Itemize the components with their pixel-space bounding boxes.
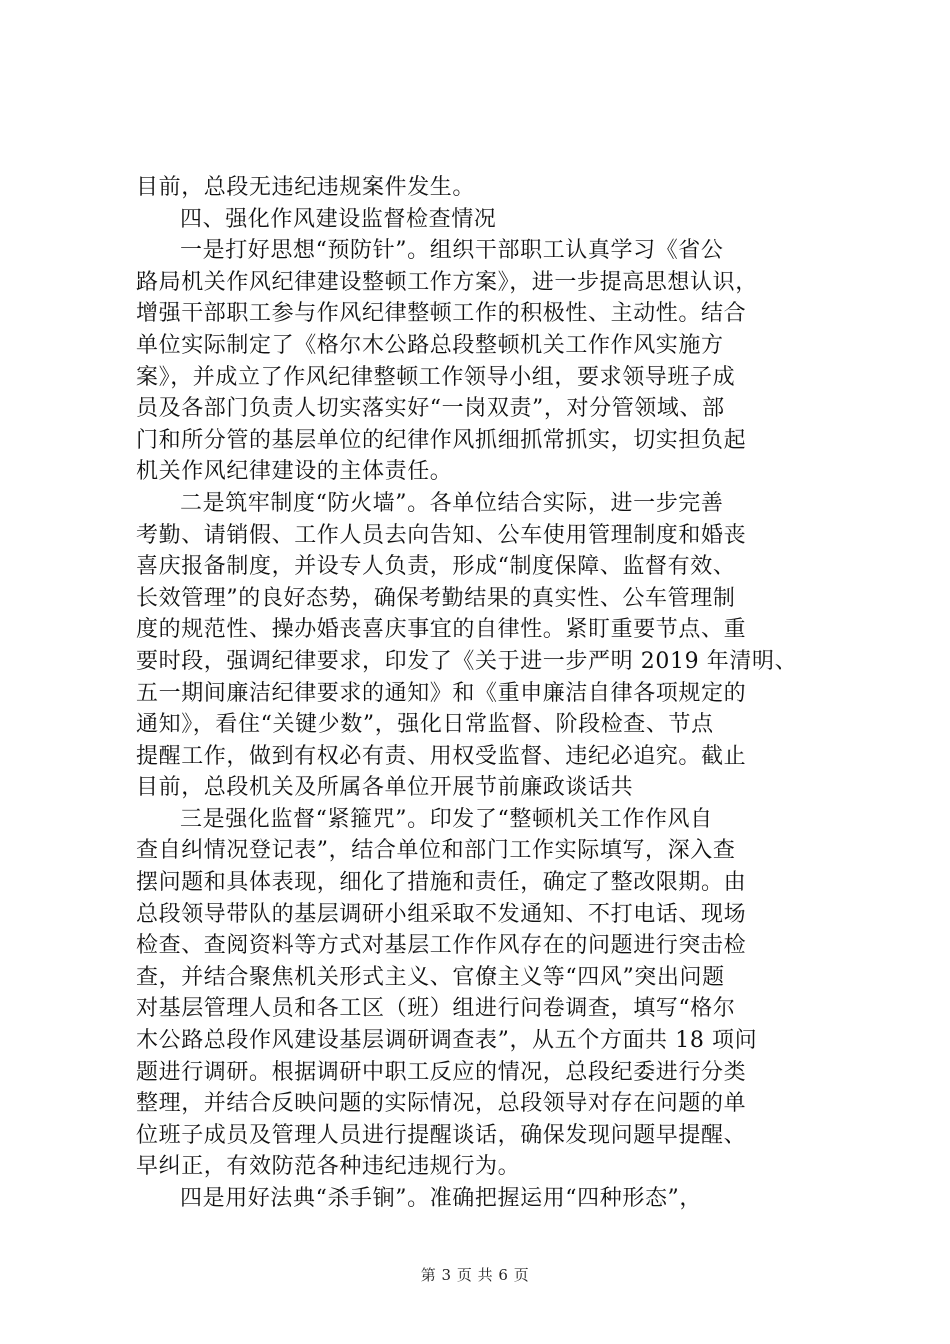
text-line: 度的规范性、操办婚丧喜庆事宜的自律性。紧盯重要节点、重 [136, 617, 747, 643]
text-line: 一是打好思想“预防针”。组织干部职工认真学习《省公 [180, 238, 724, 264]
text-line: 四是用好法典“杀手锏”。准确把握运用“四种形态”， [180, 1186, 702, 1211]
text-line: 四、强化作风建设监督检查情况 [180, 206, 497, 232]
text-line: 目前，总段无违纪违规案件发生。 [136, 175, 476, 200]
text-line: 三是强化监督“紧箍咒”。印发了“整顿机关工作作风自 [180, 806, 713, 832]
text-line: 目前，总段机关及所属各单位开展节前廉政谈话共 [136, 775, 634, 801]
text-line: 要时段，强调纪律要求，印发了《关于进一步严明 2019 年清明、 [136, 648, 798, 674]
text-line: 考勤、请销假、工作人员去向告知、公车使用管理制度和婚丧 [136, 522, 747, 548]
text-line: 单位实际制定了《格尔木公路总段整顿机关工作作风实施方 [136, 332, 724, 358]
body-text [136, 172, 824, 1215]
text-line: 员及各部门负责人切实落实好“一岗双责”，对分管领域、部 [136, 396, 725, 422]
text-line: 对基层管理人员和各工区（班）组进行问卷调查，填写“格尔 [136, 996, 736, 1022]
text-line: 机关作风纪律建设的主体责任。 [136, 459, 453, 485]
text-line: 二是筑牢制度“防火墙”。各单位结合实际，进一步完善 [180, 490, 724, 516]
text-line: 早纠正，有效防范各种违纪违规行为。 [136, 1154, 521, 1180]
text-line: 喜庆报备制度，并设专人负责，形成“制度保障、监督有效、 [136, 554, 736, 580]
text-line: 题进行调研。根据调研中职工反应的情况，总段纪委进行分类 [136, 1059, 747, 1085]
text-line: 通知》，看住“关键少数”，强化日常监督、阶段检查、节点 [136, 712, 714, 738]
text-line: 总段领导带队的基层调研小组采取不发通知、不打电话、现场 [136, 901, 747, 927]
text-line: 检查、查阅资料等方式对基层工作作风存在的问题进行突击检 [136, 933, 747, 959]
page-footer: 第 3 页 共 6 页 [420, 1266, 530, 1284]
text-line: 案》，并成立了作风纪律整顿工作领导小组，要求领导班子成 [136, 364, 736, 390]
text-line: 查，并结合聚焦机关形式主义、官僚主义等“四风”突出问题 [136, 964, 725, 990]
text-line: 路局机关作风纪律建设整顿工作方案》，进一步提高思想认识， [136, 269, 758, 295]
text-line: 整理，并结合反映问题的实际情况，总段领导对存在问题的单 [136, 1091, 747, 1117]
text-line: 提醒工作，做到有权必有责、用权受监督、违纪必追究。截止 [136, 743, 747, 769]
text-line: 增强干部职工参与作风纪律整顿工作的积极性、主动性。结合 [136, 301, 747, 327]
text-line: 位班子成员及管理人员进行提醒谈话，确保发现问题早提醒、 [136, 1122, 747, 1148]
text-line: 摆问题和具体表现，细化了措施和责任，确定了整改限期。由 [136, 870, 747, 896]
text-line: 五一期间廉洁纪律要求的通知》和《重申廉洁自律各项规定的 [136, 680, 747, 706]
text-line: 木公路总段作风建设基层调研调查表”，从五个方面共 18 项问 [136, 1028, 758, 1054]
text-line: 查自纠情况登记表”，结合单位和部门工作实际填写，深入查 [136, 838, 736, 864]
text-line: 长效管理”的良好态势，确保考勤结果的真实性、公车管理制 [136, 585, 736, 611]
text-line: 门和所分管的基层单位的纪律作风抓细抓常抓实，切实担负起 [136, 427, 747, 453]
